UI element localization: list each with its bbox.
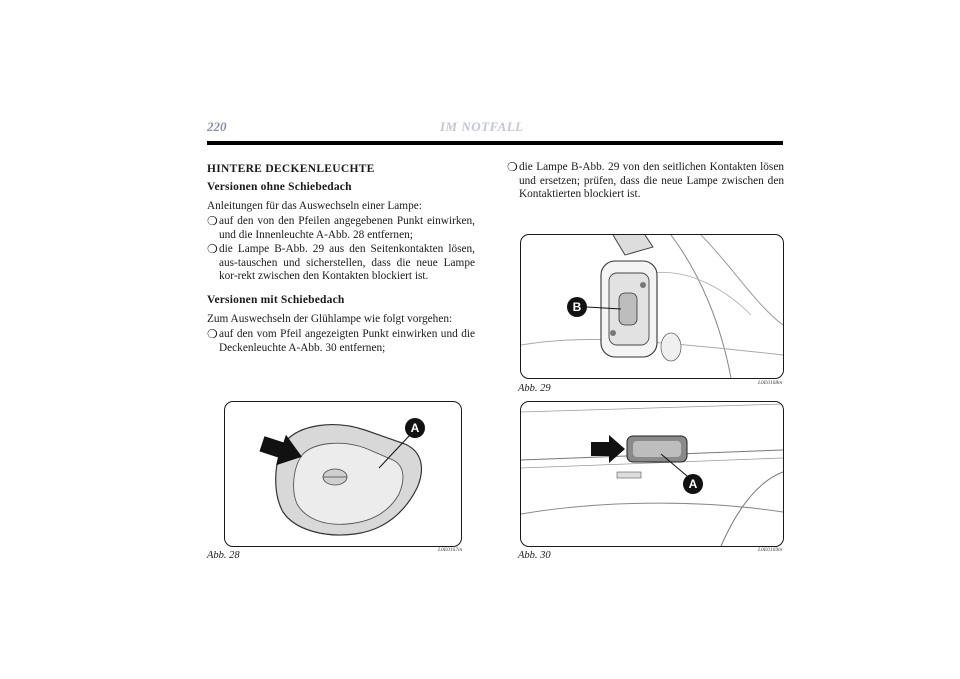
- subheading-without-sunroof: Versionen ohne Schiebedach: [207, 181, 352, 193]
- figure-29: [520, 234, 784, 379]
- subheading-with-sunroof: Versionen mit Schiebedach: [207, 294, 345, 306]
- figure-29-caption: Abb. 29: [518, 383, 551, 394]
- bullet-mark: ❍: [207, 327, 218, 341]
- header-rule: [207, 141, 783, 145]
- intro-with-sunroof: Zum Auswechseln der Glühlampe wie folgt vorgehen:: [207, 313, 453, 325]
- bullet-item: [207, 215, 475, 242]
- bullet-item: [207, 243, 475, 284]
- label-a: A: [688, 477, 698, 491]
- bullet-mark: ❍: [207, 214, 218, 228]
- figure-30-code: L0E0169m: [758, 547, 783, 553]
- intro-without-sunroof: Anleitungen für das Auswechseln einer Lampe:: [207, 200, 422, 212]
- label-a: A: [410, 421, 420, 435]
- figure-28: [224, 401, 462, 547]
- ceiling-light-illustration: [225, 402, 461, 546]
- figure-29-code: L0E0168m: [758, 380, 783, 386]
- figure-30-caption: Abb. 30: [518, 550, 551, 561]
- bullet-text: die Lampe B-Abb. 29 von den seitlichen Kontakten lösen und ersetzen; prüfen, dass die neue Lampe zwischen den Kontaktierten blockiert ist.: [519, 161, 784, 200]
- bullet-text: die Lampe B-Abb. 29 aus den Seitenkontakten lösen, aus-tauschen und sicherstellen, dass die neue Lampe kor-rekt zwischen den Kontakten blockiert ist.: [219, 243, 475, 282]
- bullet-item: [507, 161, 784, 202]
- arrow-icon: [591, 435, 625, 463]
- bullet-mark: ❍: [207, 242, 218, 256]
- bullet-item: [207, 328, 475, 355]
- bullet-mark: ❍: [507, 160, 518, 174]
- bullet-text: auf den von den Pfeilen angegebenen Punkt einwirken, und die Innenleuchte A-Abb. 28 entfernen;: [219, 215, 475, 241]
- label-b: B: [572, 300, 582, 314]
- sunroof-light-illustration: [521, 402, 783, 546]
- figure-30: [520, 401, 784, 547]
- figure-28-code: L0E0167m: [438, 547, 463, 553]
- lamp-holder-illustration: [521, 235, 783, 378]
- heading-rear-ceiling-light: HINTERE DECKENLEUCHTE: [207, 163, 375, 175]
- bullet-text: auf den vom Pfeil angezeigten Punkt einwirken und die Deckenleuchte A-Abb. 30 entfernen;: [219, 328, 475, 354]
- figure-28-caption: Abb. 28: [207, 550, 240, 561]
- page-number: 220: [207, 119, 227, 134]
- section-title: IM NOTFALL: [440, 119, 524, 134]
